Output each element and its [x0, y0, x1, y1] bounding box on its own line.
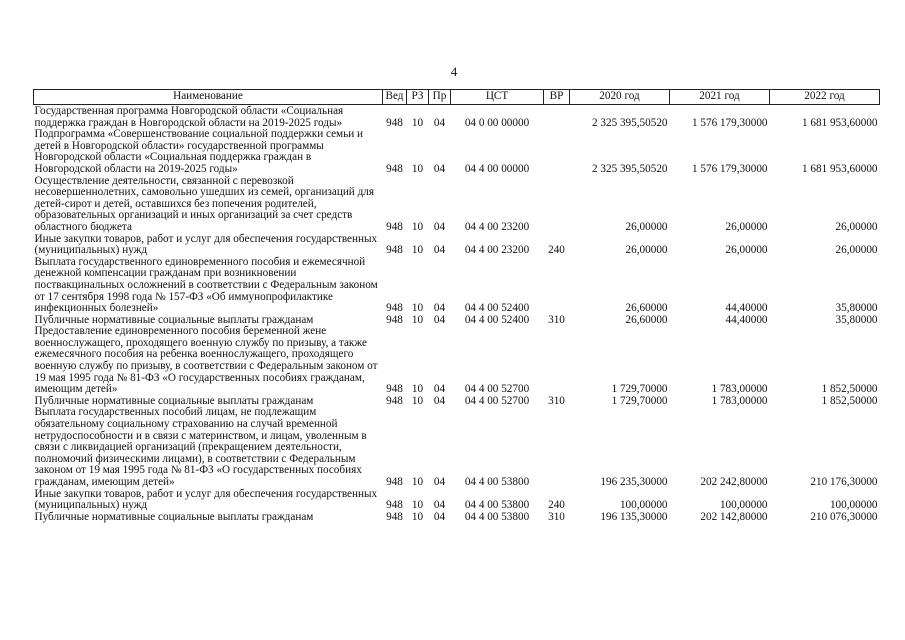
table-row: [34, 326, 880, 396]
row-ved-cell: 948: [386, 116, 403, 129]
row-ved-cell: 948: [386, 383, 403, 396]
row-vr-cell: 310: [548, 510, 565, 523]
row-pr-cell: 04: [433, 302, 446, 315]
row-2021-cell: 44,40000: [725, 313, 768, 326]
row-vr-cell: [544, 129, 570, 175]
row-2020-cell: 2 325 395,50520: [591, 162, 668, 175]
row-2021-cell: 202 142,80000: [700, 510, 768, 523]
row-cst-cell: 04 4 00 52400: [464, 313, 530, 326]
budget-table: [33, 89, 880, 523]
row-pr-cell: 04: [433, 510, 446, 523]
row-rz-cell: 10: [411, 510, 424, 523]
row-2022-cell: 1 852,50000: [821, 394, 878, 407]
column-header-2021: 2021 год: [670, 90, 770, 105]
row-2021-cell: 202 242,80000: [700, 476, 768, 488]
table-row: [34, 105, 880, 130]
table-row: [34, 407, 880, 488]
row-pr-cell: 04: [433, 244, 446, 257]
row-2022-cell: 210 076,30000: [810, 510, 878, 523]
row-name-cell: Публичные нормативные социальные выплаты гражданам: [34, 313, 314, 326]
column-header-2020: 2020 год: [570, 90, 670, 105]
row-2021-cell: 100,00000: [719, 499, 768, 512]
row-2021-cell: 1 576 179,30000: [691, 162, 768, 175]
table-row: [34, 176, 880, 234]
row-2022-cell: 210 176,30000: [810, 476, 878, 488]
row-2020-cell: 196 135,30000: [600, 510, 668, 523]
row-vr-cell: [544, 105, 570, 130]
row-ved-cell: 948: [386, 476, 403, 488]
row-cst-cell: 04 4 00 53800: [464, 499, 530, 512]
row-pr-cell: 04: [433, 394, 446, 407]
row-pr-cell: 04: [433, 499, 446, 512]
row-name-cell: Подпрограмма «Совершенствование социальной поддержки семьи и детей в Новгородской области» государственной программы Новгородской области «Социальная поддержка граждан в Новгородской области на 2019-2025 годы»: [34, 128, 364, 175]
row-name-cell: Предоставление единовременного пособия беременной жене военнослужащего, проходящего военную службу по призыву, а также ежемесячного пособия на ребенка военнослужащего, проходящего военную службу по призыву, в соответствии с Федеральным законом от 19 мая 1995 года № 81-ФЗ «О государственных пособиях гражданам, имеющим детей»: [34, 325, 378, 396]
row-rz-cell: 10: [411, 162, 424, 175]
row-cst-cell: 04 4 00 52400: [464, 302, 530, 315]
row-ved-cell: 948: [386, 220, 403, 233]
table-body: [34, 105, 880, 524]
row-ved-cell: 948: [386, 162, 403, 175]
row-cst-cell: 04 4 00 23200: [464, 220, 530, 233]
row-2020-cell: 26,00000: [625, 220, 668, 233]
row-name-cell: Государственная программа Новгородской области «Социальная поддержка граждан в Новгородской области на 2019-2025 годы»: [34, 105, 344, 129]
row-2020-cell: 26,00000: [625, 244, 668, 257]
row-name-cell: Публичные нормативные социальные выплаты гражданам: [34, 394, 314, 407]
row-rz-cell: 10: [411, 302, 424, 315]
row-rz-cell: 10: [411, 244, 424, 257]
row-2020-cell: 26,60000: [625, 313, 668, 326]
row-name-cell: Иные закупки товаров, работ и услуг для обеспечения государственных (муниципальных) нужд: [34, 232, 378, 257]
row-2020-cell: 100,00000: [619, 499, 668, 512]
row-vr-cell: 310: [548, 313, 565, 326]
row-ved-cell: 948: [386, 302, 403, 315]
row-cst-cell: 04 0 00 00000: [464, 116, 530, 129]
page-number: 4: [450, 64, 458, 79]
table-row: [34, 129, 880, 175]
row-pr-cell: 04: [433, 162, 446, 175]
table-header: [34, 90, 880, 105]
row-2022-cell: 26,00000: [835, 220, 878, 233]
row-2020-cell: 2 325 395,50520: [591, 116, 668, 129]
row-cst-cell: 04 4 00 53800: [464, 476, 530, 488]
row-2022-cell: 35,80000: [835, 302, 878, 315]
row-2021-cell: 26,00000: [725, 220, 768, 233]
row-2022-cell: 1 681 953,60000: [801, 116, 878, 129]
row-cst-cell: 04 4 00 52700: [464, 383, 530, 396]
row-2021-cell: 1 576 179,30000: [691, 116, 768, 129]
row-2021-cell: 1 783,00000: [711, 383, 768, 396]
row-ved-cell: 948: [386, 510, 403, 523]
row-rz-cell: 10: [411, 476, 424, 488]
row-rz-cell: 10: [411, 313, 424, 326]
row-vr-cell: [544, 326, 570, 396]
column-header-name: Наименование: [34, 90, 383, 105]
row-name-cell: Осуществление деятельности, связанной с перевозкой несовершеннолетних, самовольно ушедших из семей, организаций для детей-сирот и детей, оставшихся без попечения родителей, образовательных организаций и иных организаций за счет средств областного бюджета: [34, 174, 375, 233]
row-name-cell: Публичные нормативные социальные выплаты гражданам: [34, 510, 314, 523]
row-ved-cell: 948: [386, 394, 403, 407]
row-2022-cell: 1 681 953,60000: [801, 162, 878, 175]
row-rz-cell: 10: [411, 499, 424, 512]
row-name-cell: Иные закупки товаров, работ и услуг для обеспечения государственных (муниципальных) нужд: [34, 487, 378, 512]
row-rz-cell: 10: [411, 394, 424, 407]
row-2022-cell: 26,00000: [835, 244, 878, 257]
row-ved-cell: 948: [386, 313, 403, 326]
row-vr-cell: [544, 257, 570, 315]
row-2021-cell: 1 783,00000: [711, 394, 768, 407]
column-header-vr: ВР: [544, 90, 570, 105]
row-vr-cell: [544, 176, 570, 234]
row-2022-cell: 100,00000: [829, 499, 878, 512]
row-cst-cell: 04 4 00 23200: [464, 244, 530, 257]
column-header-rz: РЗ: [407, 90, 429, 105]
row-pr-cell: 04: [433, 313, 446, 326]
row-pr-cell: 04: [433, 220, 446, 233]
column-header-pr: Пр: [429, 90, 451, 105]
row-cst-cell: 04 4 00 00000: [464, 162, 530, 175]
row-2022-cell: 35,80000: [835, 313, 878, 326]
row-2021-cell: 26,00000: [725, 244, 768, 257]
row-cst-cell: 04 4 00 52700: [464, 394, 530, 407]
row-rz-cell: 10: [411, 383, 424, 396]
row-pr-cell: 04: [433, 383, 446, 396]
row-2020-cell: 26,60000: [625, 302, 668, 315]
row-ved-cell: 948: [386, 244, 403, 257]
row-ved-cell: 948: [386, 499, 403, 512]
row-rz-cell: 10: [411, 116, 424, 129]
row-name-cell: Выплата государственных пособий лицам, не подлежащим обязательному социальному страхованию на случай временной нетрудоспособности и в связи с материнством, и лицам, уволенным в связи с ликвидацией организаций (прекращением деятельности, полномочий физическими лицами), в соответствии с Федеральным законом от 19 мая 1995 года № 81-ФЗ «О государственных пособиях гражданам, имеющим детей»: [34, 406, 367, 488]
row-vr-cell: [544, 407, 570, 488]
row-2022-cell: 1 852,50000: [821, 383, 878, 396]
row-vr-cell: 240: [548, 244, 565, 257]
table-row: [34, 257, 880, 315]
row-name-cell: Выплата государственного единовременного пособия и ежемесячной денежной компенсации гражданам при возникновении поствакцинальных осложнений в соответствии с Федеральным законом от 17 сентября 1998 года № 157-ФЗ «Об иммунопрофилактике инфекционных болезней»: [34, 255, 378, 315]
row-2020-cell: 196 235,30000: [600, 476, 668, 488]
column-header-2022: 2022 год: [770, 90, 880, 105]
row-cst-cell: 04 4 00 53800: [464, 510, 530, 523]
row-2020-cell: 1 729,70000: [611, 383, 668, 396]
row-pr-cell: 04: [433, 116, 446, 129]
table-row: [34, 512, 880, 524]
row-vr-cell: 240: [548, 499, 565, 512]
row-rz-cell: 10: [411, 220, 424, 233]
row-2020-cell: 1 729,70000: [611, 394, 668, 407]
column-header-cst: ЦСТ: [451, 90, 544, 105]
row-2021-cell: 44,40000: [725, 302, 768, 315]
row-vr-cell: 310: [548, 394, 565, 407]
table-row: [34, 234, 880, 257]
column-header-ved: Вед: [383, 90, 407, 105]
row-pr-cell: 04: [433, 476, 446, 488]
table-row: [34, 489, 880, 512]
